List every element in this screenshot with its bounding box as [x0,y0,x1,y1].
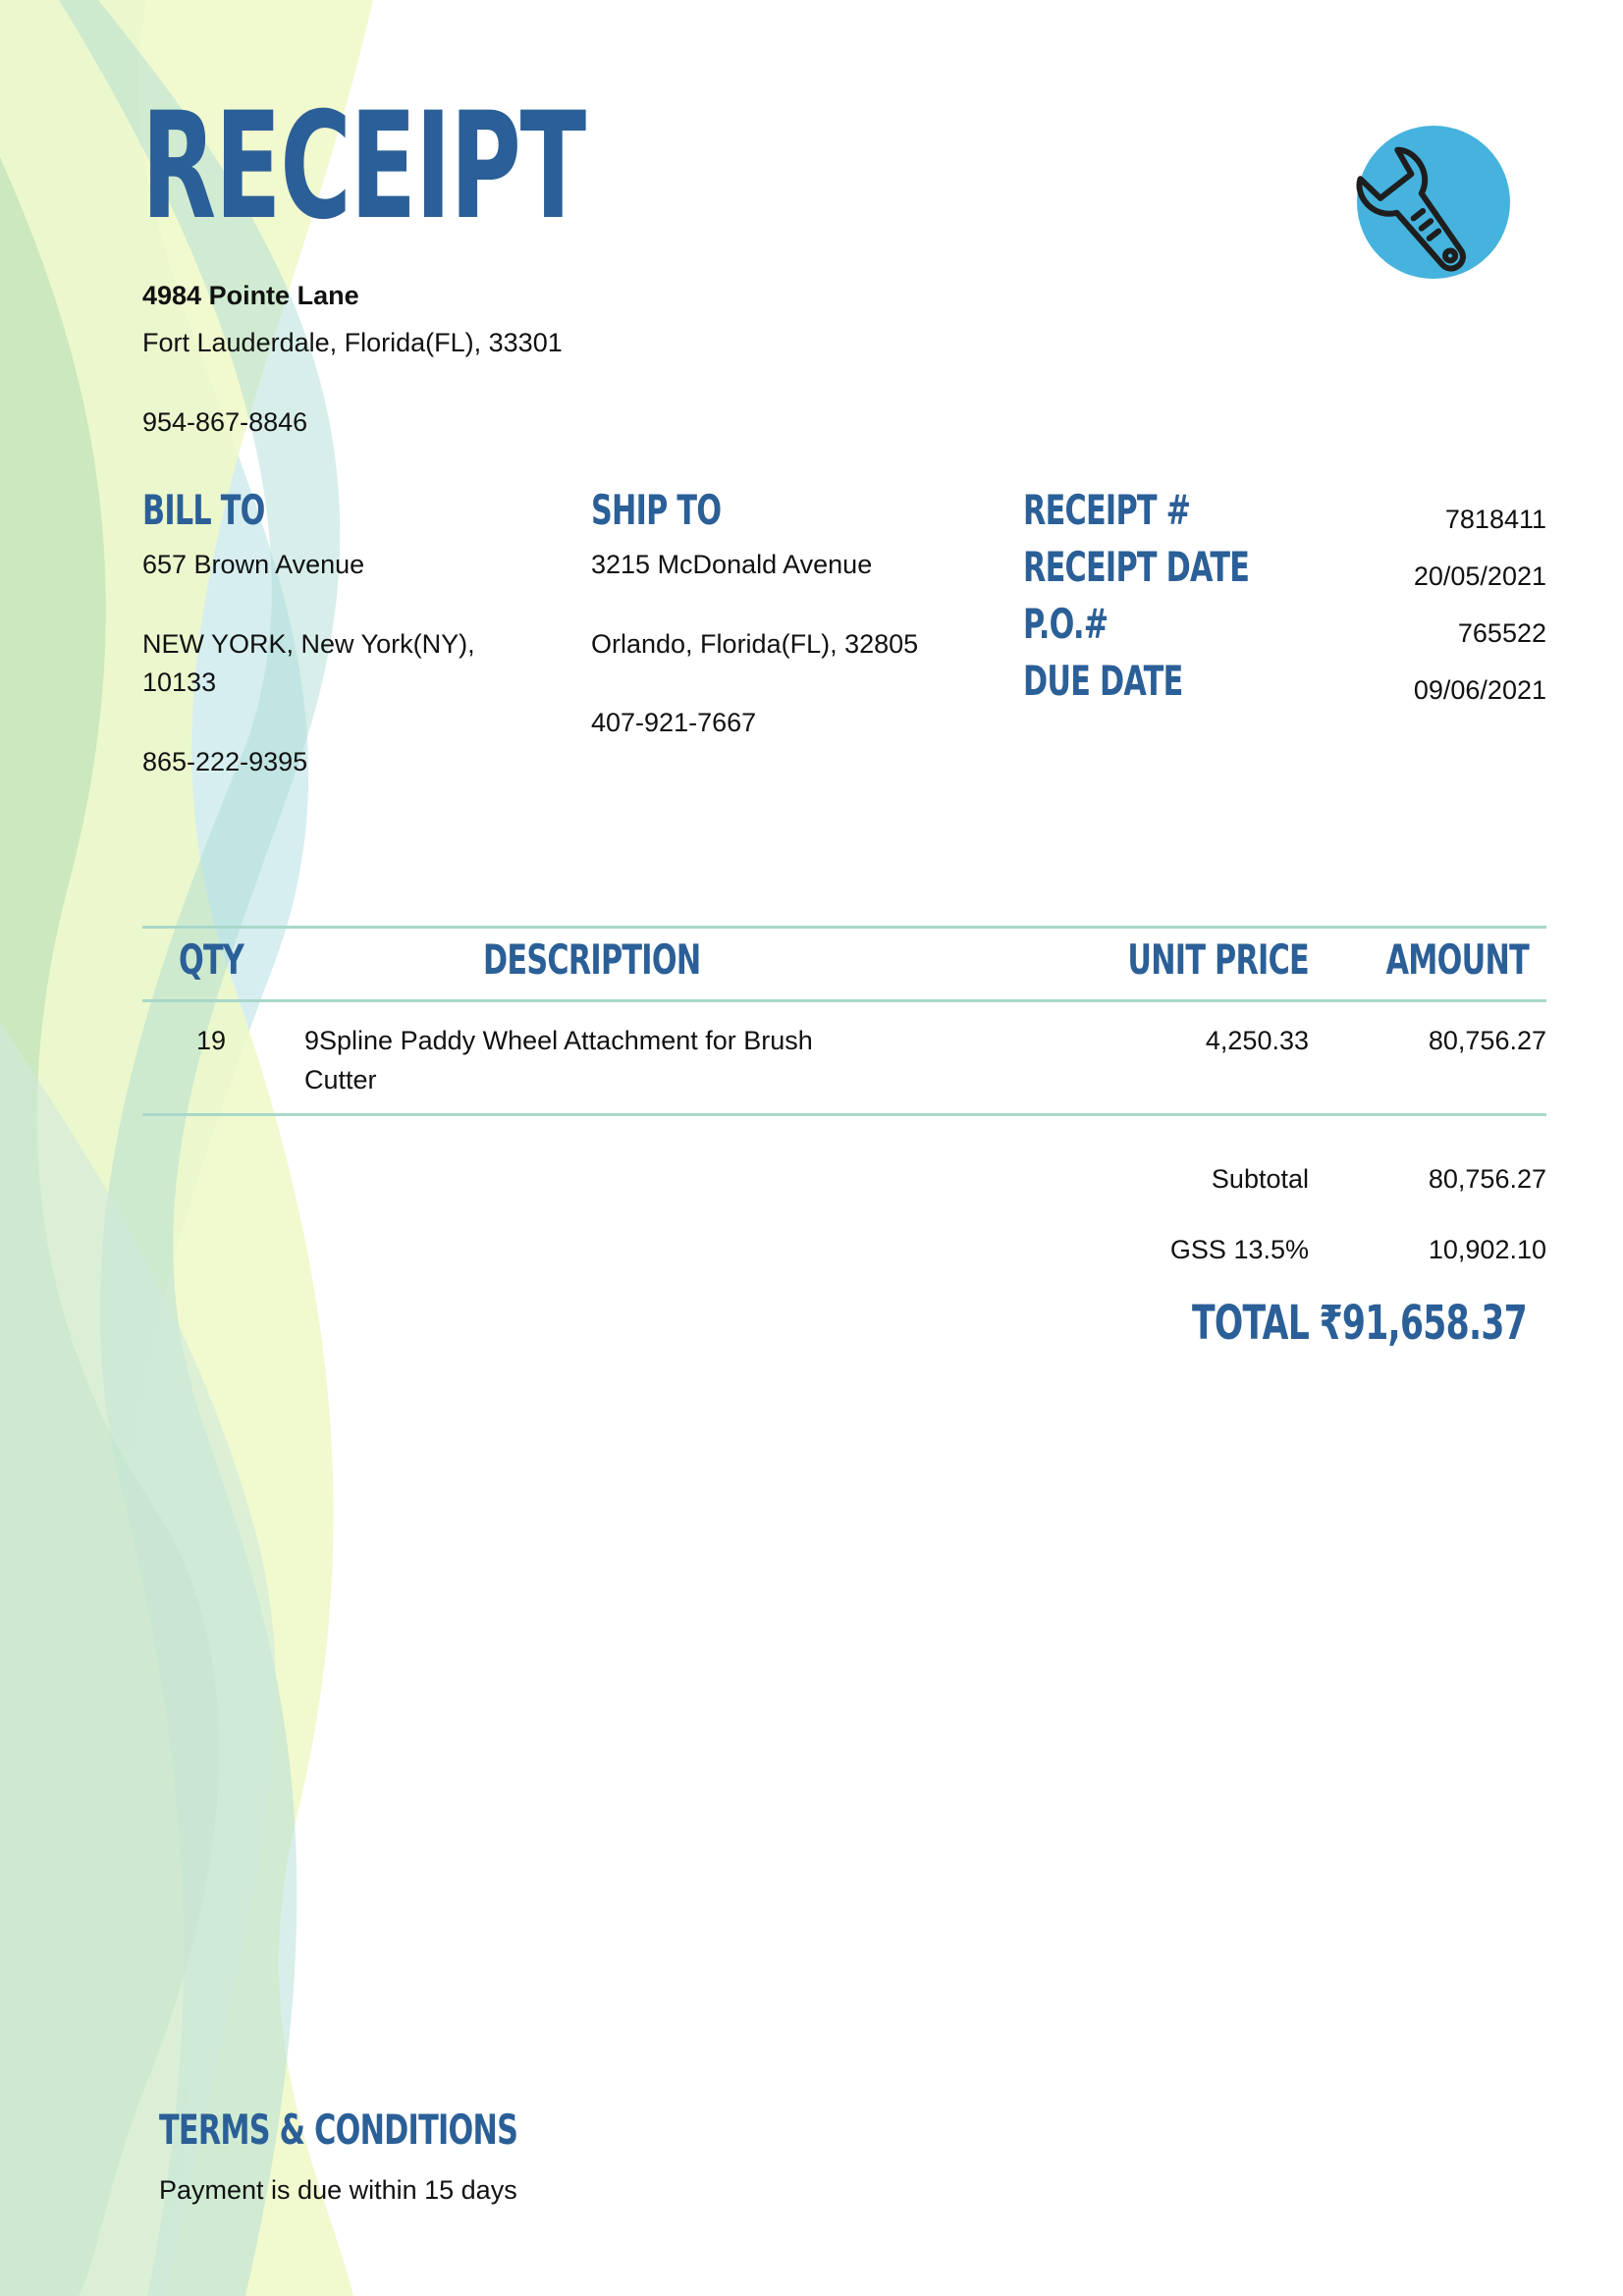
bill-to-city-line-1: NEW YORK, New York(NY), [142,629,475,659]
row-unit-price: 4,250.33 [1205,1026,1309,1055]
sender-phone: 954-867-8846 [142,407,308,437]
bill-to-street: 657 Brown Avenue [142,550,365,579]
ship-to-city-line: Orlando, Florida(FL), 32805 [591,629,919,659]
wrench-icon [1330,116,1517,293]
subtotal-label: Subtotal [1211,1164,1309,1194]
header-amount: AMOUNT [1385,935,1529,984]
tax-label: GSS 13.5% [1169,1235,1309,1264]
subtotal-value: 80,756.27 [1428,1164,1546,1194]
bill-to-label: BILL TO [142,486,265,534]
due-date-label: DUE DATE [1023,657,1183,705]
terms-label: TERMS & CONDITIONS [159,2106,518,2154]
ship-to-label: SHIP TO [591,486,722,534]
header-qty: QTY [178,935,244,984]
row-description-line-2: Cutter [304,1065,377,1095]
tax-value: 10,902.10 [1428,1235,1546,1264]
table-bottom-rule [142,1113,1546,1116]
po-label: P.O.# [1023,600,1109,648]
total-value: ₹91,658.37 [1319,1296,1527,1351]
table-row [142,1021,1546,1099]
receipt-date-value: 20/05/2021 [1413,561,1546,591]
row-qty: 19 [195,1026,227,1055]
row-amount: 80,756.27 [1428,1026,1546,1055]
bill-to-phone: 865-222-9395 [142,747,308,776]
row-description-line-1: 9Spline Paddy Wheel Attachment for Brush [304,1026,813,1055]
header-unit-price: UNIT PRICE [1127,935,1309,984]
receipt-number-label: RECEIPT # [1023,486,1191,534]
total-label: TOTAL [1191,1296,1309,1351]
header-description: DESCRIPTION [483,935,701,984]
po-value: 765522 [1457,618,1546,648]
document-title: RECEIPT [141,81,585,252]
sender-city-line: Fort Lauderdale, Florida(FL), 33301 [142,328,563,357]
terms-text: Payment is due within 15 days [159,2175,517,2205]
sender-street: 4984 Pointe Lane [142,281,359,310]
ship-to-phone: 407-921-7667 [591,708,757,737]
receipt-number-value: 7818411 [1444,505,1546,534]
receipt-date-label: RECEIPT DATE [1023,543,1250,591]
table-top-rule [142,926,1546,929]
due-date-value: 09/06/2021 [1413,675,1546,705]
ship-to-street: 3215 McDonald Avenue [591,550,873,579]
bill-to-city-line-2: 10133 [142,667,217,697]
table-header-rule [142,999,1546,1002]
